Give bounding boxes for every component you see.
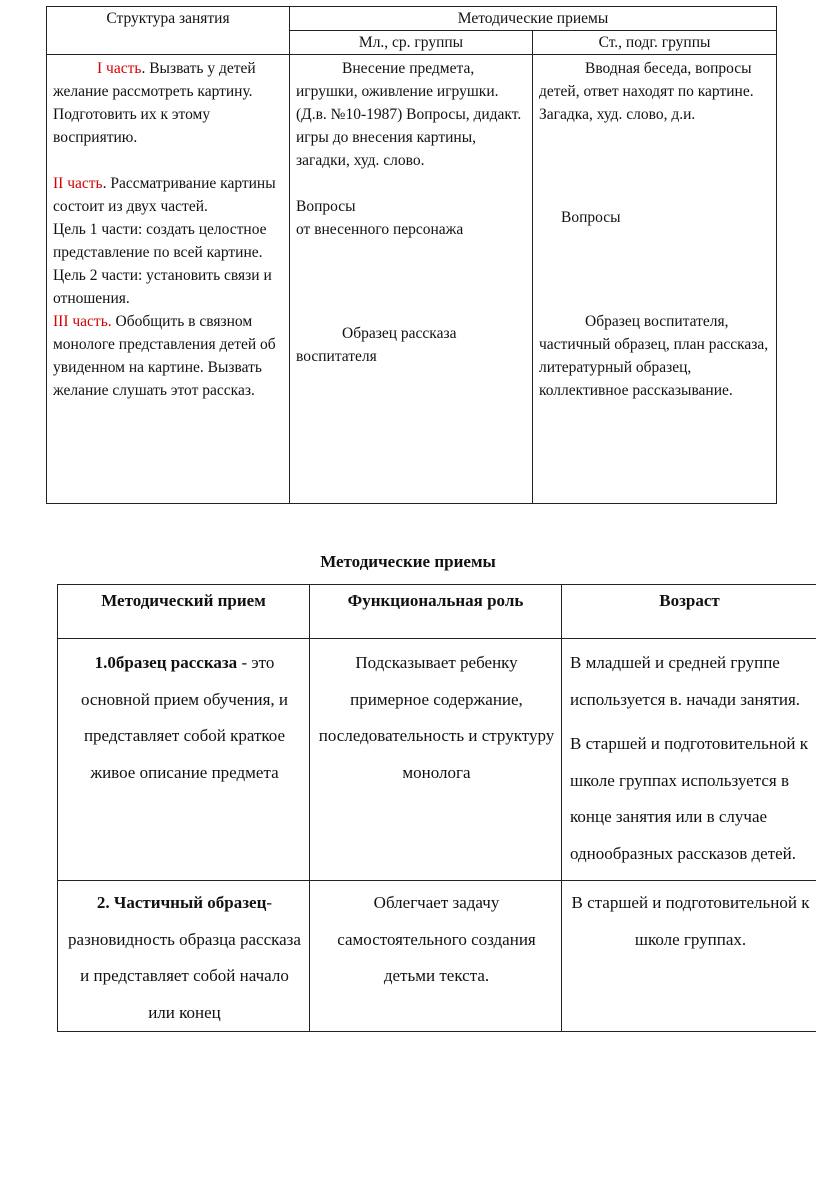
header-senior-groups: Ст., подг. группы xyxy=(533,31,777,55)
goal-1: Цель 1 части: создать целостное представление по всей картине. xyxy=(53,221,267,261)
junior-methods-cell xyxy=(290,55,533,504)
method-1-desc: - это основной прием обучения, и представляет собой краткое живое описание предмета xyxy=(81,653,288,782)
header-methods: Методические приемы xyxy=(290,7,777,31)
structure-cell xyxy=(47,55,290,504)
part-1-text: . Вызвать у детей желание рассмотреть картину. Подготовить их к этому восприятию. xyxy=(53,60,256,146)
part-3 xyxy=(53,310,283,402)
junior-methods-a: Внесение предмета, игрушки, оживление игрушки.(Д.в. №10-1987) Вопросы, дидакт. игры до внесения картины, загадки, худ. слово. xyxy=(296,60,522,169)
header-method: Методический прием xyxy=(58,585,310,639)
age-1-junior: В младшей и средней группе используется в. начади занятия. xyxy=(570,653,801,709)
part-3-label: III часть. xyxy=(53,313,112,330)
senior-methods-b: Вопросы xyxy=(561,209,621,226)
header-role: Функциональная роль xyxy=(310,585,562,639)
age-2: В старшей и подготовительной к школе группах. xyxy=(562,881,816,1032)
part-2-text: . Рассматривание картины состоит из двух частей. xyxy=(53,175,276,215)
header-age: Возраст xyxy=(562,585,816,639)
methods-table xyxy=(57,584,816,1032)
method-2-title: 2. Частичный образец xyxy=(96,893,267,912)
junior-methods-c: от внесенного персонажа xyxy=(296,221,464,238)
header-junior-groups: Мл., ср. группы xyxy=(290,31,533,55)
role-1: Подсказывает ребенку примерное содержание, последовательность и структуру монолога xyxy=(310,639,562,881)
junior-methods-d: Образец рассказа воспитателя xyxy=(296,325,457,365)
section-title: Методические приемы xyxy=(320,552,496,571)
junior-methods-b: Вопросы xyxy=(296,198,356,215)
role-2: Облегчает задачу самостоятельного создания детьми текста. xyxy=(310,881,562,1032)
method-2 xyxy=(58,881,310,1032)
part-2-label: II часть xyxy=(53,175,103,192)
part-3-text: Обобщить в связном монологе представления детей об увиденном на картине. Вызвать желание слушать этот рассказ. xyxy=(53,313,276,399)
age-1-senior: В старшей и подготовительной к школе группах используется в конце занятия или в случае однообразных рассказов детей. xyxy=(570,734,808,863)
senior-methods-a: Вводная беседа, вопросы детей, ответ находят по картине. Загадка, худ. слово, д.и. xyxy=(539,60,754,123)
age-1 xyxy=(562,639,816,881)
goal-2: Цель 2 части: установить связи и отношения. xyxy=(53,267,272,307)
senior-methods-cell xyxy=(533,55,777,504)
method-1-title: 1.0бразец рассказа xyxy=(94,653,238,672)
table-row xyxy=(58,639,816,881)
lesson-structure-table xyxy=(46,6,777,504)
senior-methods-c: Образец воспитателя, частичный образец, план рассказа, литературный образец, коллективное рассказывание. xyxy=(539,313,769,399)
header-structure: Структура занятия xyxy=(47,7,290,55)
method-2-desc: - разновидность образца рассказа и представляет собой начало или конец xyxy=(68,893,301,1022)
part-1 xyxy=(53,57,283,149)
method-1 xyxy=(58,639,310,881)
part-1-label: I часть xyxy=(97,60,142,77)
part-2 xyxy=(53,172,283,218)
table-row xyxy=(58,881,816,1032)
